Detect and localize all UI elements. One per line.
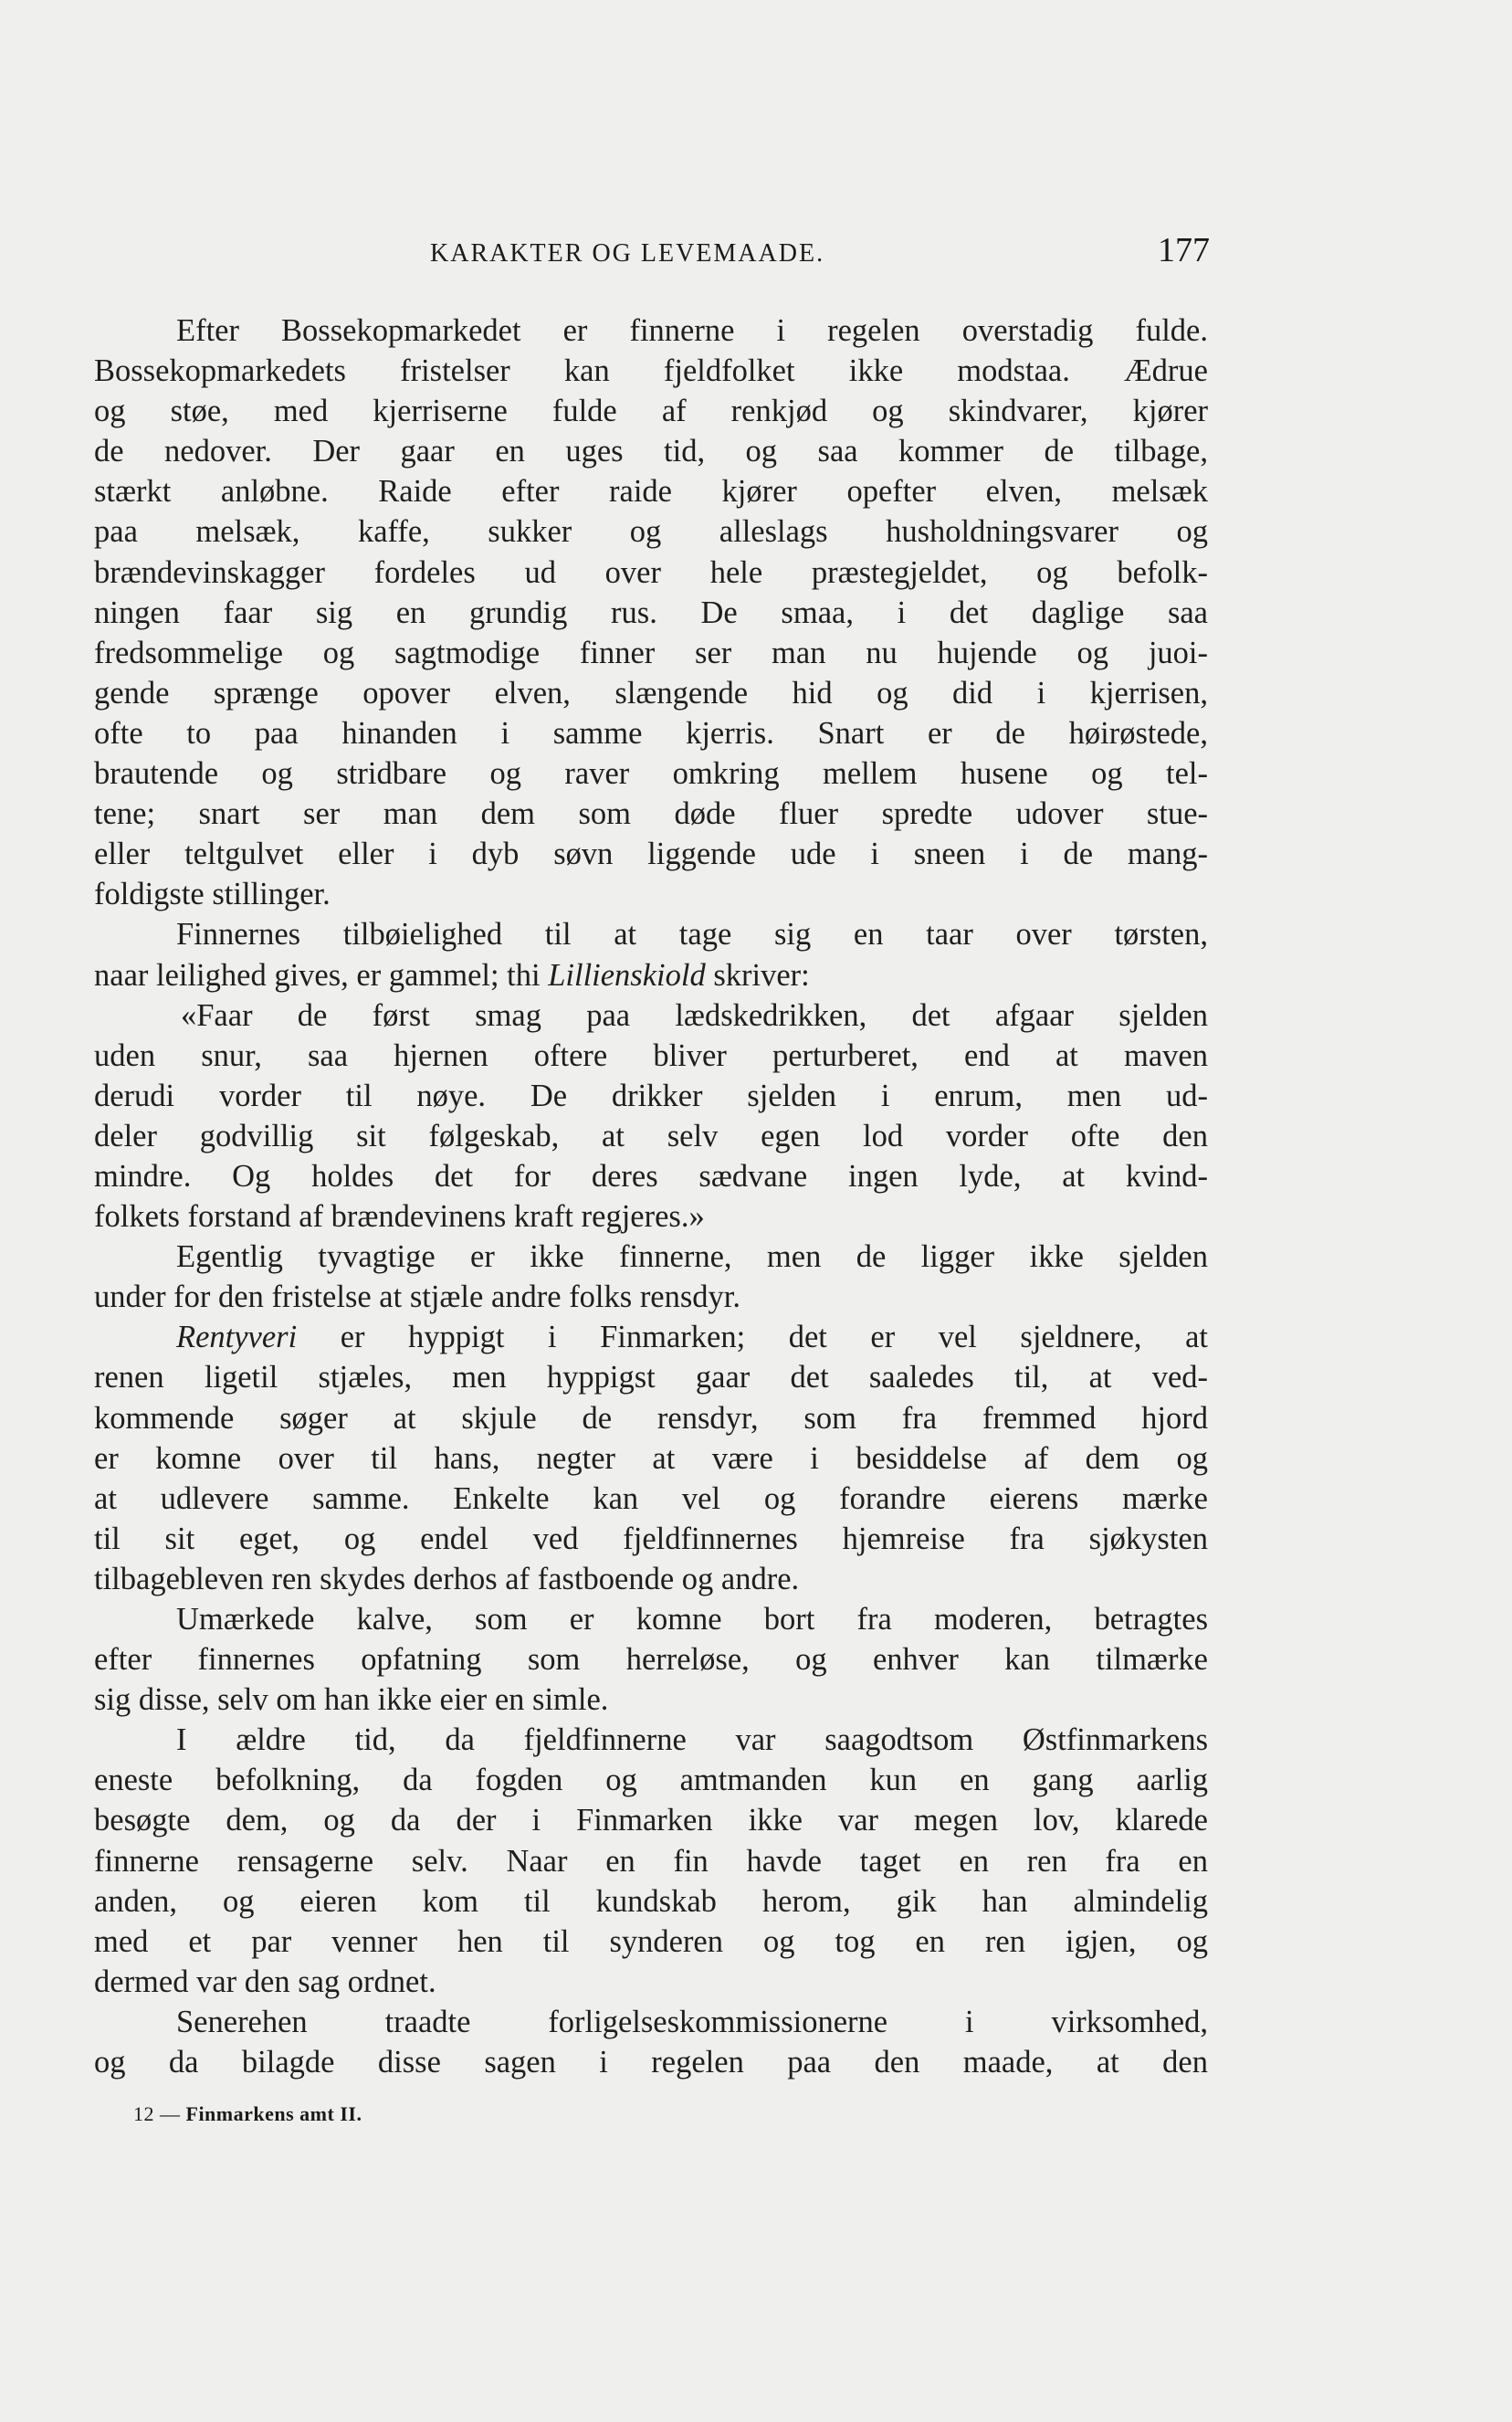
signature-number: 12	[133, 2102, 154, 2125]
text-line: tilbagebleven ren skydes derhos af fastboende og andre.	[94, 1561, 800, 1596]
signature-title: Finmarkens amt II.	[185, 2102, 362, 2125]
signature-mark	[133, 2102, 362, 2126]
text-line: og støe, med kjerriserne fulde af renkjød og skindvarer, kjører	[94, 394, 1208, 429]
text-line: de nedover. Der gaar en uges tid, og saa kommer de tilbage,	[94, 434, 1208, 469]
text-line: brændevinskagger fordeles ud over hele præstegjeldet, og befolk-	[94, 554, 1208, 590]
text-line: sig disse, selv om han ikke eier en simle.	[94, 1682, 609, 1718]
italic-term: Lillienskiold	[548, 957, 706, 993]
text-line: Senerehen traadte forligelseskommissionerne i virksomhed,	[176, 2004, 1208, 2039]
text-line: derudi vorder til nøye. De drikker sjelden i enrum, men ud-	[94, 1078, 1208, 1113]
text-line: gende sprænge opover elven, slængende hid og did i kjerrisen,	[94, 675, 1208, 711]
text-line: kommende søger at skjule de rensdyr, som fra fremmed hjord	[94, 1400, 1208, 1436]
text-line: foldigste stillinger.	[94, 877, 331, 912]
text-line: anden, og eieren kom til kundskab herom, gik han almindelig	[94, 1883, 1208, 1919]
signature-dash: —	[160, 2102, 181, 2125]
text-line: dermed var den sag ordnet.	[94, 1964, 436, 1999]
text-line: at udlevere samme. Enkelte kan vel og forandre eierens mærke	[94, 1480, 1208, 1516]
text-line: med et par venner hen til synderen og tog en ren igjen, og	[94, 1923, 1208, 1959]
text-line: «Faar de først smag paa lædskedrikken, det afgaar sjelden	[181, 997, 1208, 1033]
text-line: I ældre tid, da fjeldfinnerne var saagodtsom Østfinmarkens	[176, 1722, 1208, 1758]
text-line: eller teltgulvet eller i dyb søvn liggende ude i sneen i de mang-	[94, 837, 1208, 872]
text-line: besøgte dem, og da der i Finmarken ikke var megen lov, klarede	[94, 1803, 1208, 1838]
text-line: finnerne rensagerne selv. Naar en fin havde taget en ren fra en	[94, 1843, 1208, 1879]
text-line: renen ligetil stjæles, men hyppigst gaar det saaledes til, at ved-	[94, 1360, 1208, 1395]
text-line: stærkt anløbne. Raide efter raide kjører opefter elven, melsæk	[94, 474, 1208, 510]
text-line: naar leilighed gives, er gammel; thi Lillienskiold skriver:	[94, 957, 810, 993]
text-line: uden snur, saa hjernen oftere bliver perturberet, end at maven	[94, 1037, 1208, 1073]
text-line: Egentlig tyvagtige er ikke finnerne, men de ligger ikke sjelden	[176, 1239, 1208, 1275]
body-text	[94, 311, 1208, 2082]
text-line: eneste befolkning, da fogden og amtmanden kun en gang aarlig	[94, 1763, 1208, 1798]
text-line: under for den fristelse at stjæle andre folks rensdyr.	[94, 1279, 741, 1315]
text-line: Finnernes tilbøielighed til at tage sig en taar over tørsten,	[176, 917, 1208, 953]
text-line: mindre. Og holdes det for deres sædvane ingen lyde, at kvind-	[94, 1158, 1208, 1194]
text-line: deler godvillig sit følgeskab, at selv egen lod vorder ofte den	[94, 1118, 1208, 1153]
text-line: Rentyveri er hyppigt i Finmarken; det er vel sjeldnere, at	[176, 1320, 1208, 1355]
text-line: folkets forstand af brændevinens kraft regjeres.»	[94, 1199, 705, 1235]
text-line: Bossekopmarkedets fristelser kan fjeldfolket ikke modstaa. Ædrue	[94, 353, 1208, 389]
text-line: Efter Bossekopmarkedet er finnerne i regelen overstadig fulde.	[176, 313, 1208, 348]
text-line: til sit eget, og endel ved fjeldfinnernes hjemreise fra sjøkysten	[94, 1521, 1208, 1556]
page-number: 177	[1158, 231, 1210, 269]
text-line: efter finnernes opfatning som herreløse, og enhver kan tilmærke	[94, 1642, 1208, 1678]
text-line: brautende og stridbare og raver omkring mellem husene og tel-	[94, 756, 1208, 792]
page-header	[94, 230, 1210, 276]
text-line: paa melsæk, kaffe, sukker og alleslags husholdningsvarer og	[94, 514, 1208, 550]
text-line: er komne over til hans, negter at være i besiddelse af dem og	[94, 1440, 1208, 1476]
text-line: ningen faar sig en grundig rus. De smaa, i det daglige saa	[94, 595, 1208, 630]
text-line: og da bilagde disse sagen i regelen paa den maade, at den	[94, 2045, 1208, 2080]
italic-term: Rentyveri	[176, 1320, 298, 1355]
text-line: ofte to paa hinanden i samme kjerris. Snart er de høirøstede,	[94, 715, 1208, 751]
text-line: fredsommelige og sagtmodige finner ser man nu hujende og juoi-	[94, 635, 1208, 670]
text-line: tene; snart ser man dem som døde fluer spredte udover stue-	[94, 796, 1208, 832]
text-line: Umærkede kalve, som er komne bort fra moderen, betragtes	[176, 1602, 1208, 1637]
running-head: KARAKTER OG LEVEMAADE.	[430, 239, 825, 268]
